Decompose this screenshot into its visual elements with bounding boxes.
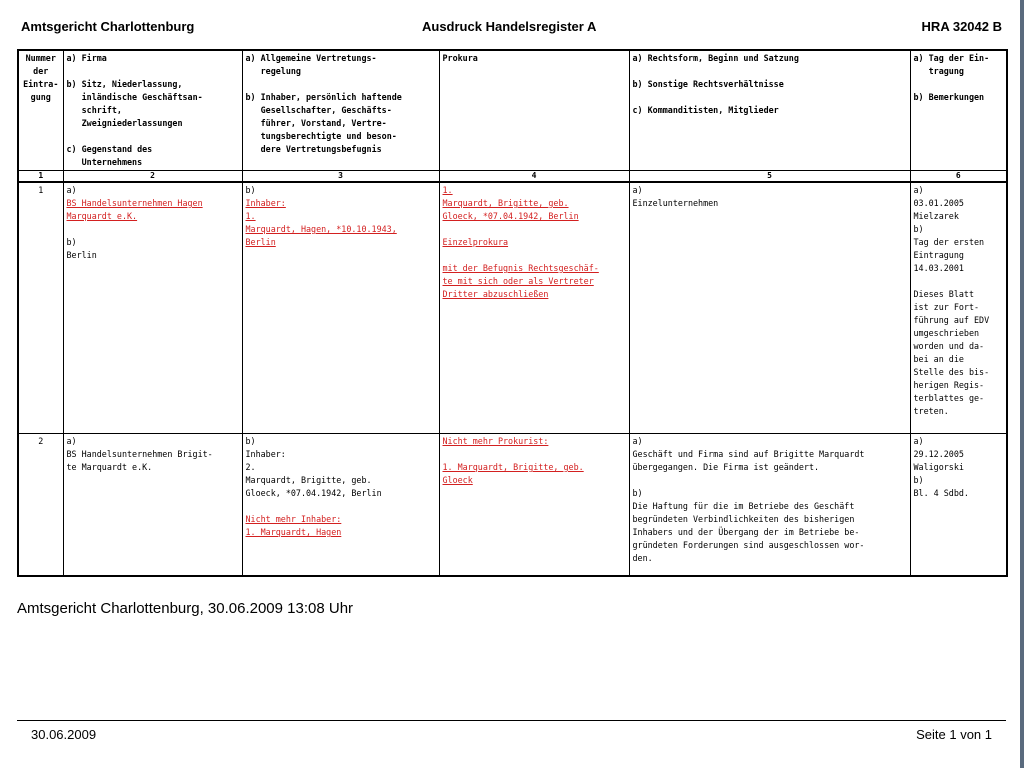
- header-line: inländische Geschäftsan-: [66, 92, 203, 102]
- entry-line: BS Handelsunternehmen Brigit-: [66, 449, 213, 459]
- court-name: Amtsgericht Charlottenburg: [21, 19, 195, 34]
- column-header-6: [910, 50, 1007, 171]
- entry-line: b): [245, 185, 256, 195]
- column-header-1: [18, 50, 63, 171]
- header-line: b) Inhaber, persönlich haftende: [245, 92, 402, 102]
- deleted-entry-line: Gloeck, *07.04.1942, Berlin: [442, 211, 579, 221]
- entry-line: te Marquardt e.K.: [66, 462, 153, 472]
- entry-line: begründeten Verbindlichkeiten des bisherigen: [632, 514, 855, 524]
- deleted-entry-line: te mit sich oder als Vertreter: [442, 276, 594, 286]
- line-gap: [443, 448, 626, 461]
- column-number: 1: [18, 171, 63, 183]
- document-title: Ausdruck Handelsregister A: [422, 19, 597, 34]
- entry-line: Bl. 4 Sdbd.: [913, 488, 969, 498]
- entry-line: Waligorski: [913, 462, 964, 472]
- entry-firma-cell: [63, 182, 242, 434]
- column-header-4: [439, 50, 629, 171]
- entry-eintragung-cell: [910, 434, 1007, 577]
- column-header-5: [629, 50, 910, 171]
- entry-line: Mielzarek: [913, 211, 959, 221]
- entry-line: den.: [632, 553, 653, 563]
- deleted-entry-line: Marquardt e.K.: [66, 211, 138, 221]
- entry-line: Geschäft und Firma sind auf Brigitte Marquardt: [632, 449, 865, 459]
- entry-line: treten.: [913, 406, 949, 416]
- line-gap: [633, 91, 907, 104]
- print-timestamp: Amtsgericht Charlottenburg, 30.06.2009 13:08 Uhr: [17, 600, 354, 617]
- entry-line: a): [632, 436, 643, 446]
- entry-line: 2.: [245, 462, 256, 472]
- header-line: Zweigniederlassungen: [66, 118, 183, 128]
- header-line: tungsberechtigte und beson-: [245, 131, 397, 141]
- line-gap: [633, 474, 907, 487]
- entry-line: ist zur Fort-: [913, 302, 980, 312]
- entry-line: Marquardt, Brigitte, geb.: [245, 475, 372, 485]
- header-line: gung: [30, 92, 51, 102]
- deleted-entry-line: Berlin: [245, 237, 276, 247]
- entry-line: b): [632, 488, 643, 498]
- entry-rechtsform-cell: [629, 434, 910, 577]
- deleted-entry-line: 1. Marquardt, Hagen: [245, 527, 342, 537]
- entry-line: b): [245, 436, 256, 446]
- entry-vertretung-cell: [242, 434, 439, 577]
- deleted-entry-line: mit der Befugnis Rechtsgeschäf-: [442, 263, 599, 273]
- entry-line: b): [66, 237, 77, 247]
- line-gap: [443, 223, 626, 236]
- entry-line: Einzelunternehmen: [632, 198, 719, 208]
- deleted-entry-line: Nicht mehr Inhaber:: [245, 514, 342, 524]
- header-line: a) Allgemeine Vertretungs-: [245, 53, 377, 63]
- deleted-entry-line: Marquardt, Hagen, *10.10.1943,: [245, 224, 397, 234]
- entry-number: 1: [18, 182, 63, 434]
- column-number-row: [18, 171, 1007, 183]
- header-line: c) Gegenstand des: [66, 144, 153, 154]
- line-gap: [246, 78, 436, 91]
- column-number: 2: [63, 171, 242, 183]
- line-gap: [914, 78, 1004, 91]
- header-line: Prokura: [442, 53, 478, 63]
- entry-line: Berlin: [66, 250, 97, 260]
- line-gap: [67, 223, 239, 236]
- entry-line: a): [913, 185, 924, 195]
- header-line: regelung: [245, 66, 301, 76]
- column-number: 4: [439, 171, 629, 183]
- entry-prokura-cell: [439, 182, 629, 434]
- entry-line: b): [913, 224, 924, 234]
- deleted-entry-line: Inhaber:: [245, 198, 286, 208]
- entry-line: a): [913, 436, 924, 446]
- header-line: b) Bemerkungen: [913, 92, 985, 102]
- deleted-entry-line: Einzelprokura: [442, 237, 509, 247]
- header-line: a) Tag der Ein-: [913, 53, 990, 63]
- entry-line: führung auf EDV: [913, 315, 990, 325]
- column-number: 3: [242, 171, 439, 183]
- deleted-entry-line: BS Handelsunternehmen Hagen: [66, 198, 203, 208]
- line-gap: [914, 275, 1004, 288]
- deleted-entry-line: 1.: [245, 211, 256, 221]
- entry-line: 03.01.2005: [913, 198, 964, 208]
- header-line: a) Firma: [66, 53, 107, 63]
- entry-line: b): [913, 475, 924, 485]
- header-line: führer, Vorstand, Vertre-: [245, 118, 387, 128]
- entry-line: herigen Regis-: [913, 380, 985, 390]
- header-line: c) Kommanditisten, Mitglieder: [632, 105, 779, 115]
- entry-rechtsform-cell: [629, 182, 910, 434]
- entry-line: terblattes ge-: [913, 393, 985, 403]
- entry-line: Inhaber:: [245, 449, 286, 459]
- header-line: b) Sitz, Niederlassung,: [66, 79, 183, 89]
- entry-line: Gloeck, *07.04.1942, Berlin: [245, 488, 382, 498]
- header-line: b) Sonstige Rechtsverhältnisse: [632, 79, 784, 89]
- entry-line: a): [632, 185, 643, 195]
- entry-line: bei an die: [913, 354, 964, 364]
- header-line: a) Rechtsform, Beginn und Satzung: [632, 53, 799, 63]
- entry-firma-cell: [63, 434, 242, 577]
- line-gap: [443, 249, 626, 262]
- header-line: Eintra-: [23, 79, 59, 89]
- entry-line: Dieses Blatt: [913, 289, 975, 299]
- deleted-entry-line: Dritter abzuschließen: [442, 289, 549, 299]
- register-table: [17, 49, 1008, 577]
- entry-line: Tag der ersten: [913, 237, 985, 247]
- register-number: HRA 32042 B: [921, 19, 1002, 34]
- footer-divider: [17, 720, 1006, 721]
- entry-row-1: [18, 182, 1007, 434]
- deleted-entry-line: Marquardt, Brigitte, geb.: [442, 198, 569, 208]
- deleted-entry-line: Nicht mehr Prokurist:: [442, 436, 549, 446]
- header-line: schrift,: [66, 105, 122, 115]
- entry-line: 14.03.2001: [913, 263, 964, 273]
- header-line: der: [33, 66, 49, 76]
- entry-line: Eintragung: [913, 250, 964, 260]
- header-line: tragung: [913, 66, 964, 76]
- entry-line: Stelle des bis-: [913, 367, 990, 377]
- header-line: Nummer: [25, 53, 56, 63]
- line-gap: [246, 500, 436, 513]
- column-header-3: [242, 50, 439, 171]
- entry-line: a): [66, 436, 77, 446]
- entry-prokura-cell: [439, 434, 629, 577]
- entry-line: umgeschrieben: [913, 328, 980, 338]
- header-line: dere Vertretungsbefugnis: [245, 144, 382, 154]
- entry-line: a): [66, 185, 77, 195]
- entry-line: Inhabers und der Übergang der im Betriebe be-: [632, 527, 860, 537]
- line-gap: [67, 130, 239, 143]
- entry-number: 2: [18, 434, 63, 577]
- deleted-entry-line: 1. Marquardt, Brigitte, geb.: [442, 462, 584, 472]
- entry-line: 29.12.2005: [913, 449, 964, 459]
- header-line: Gesellschafter, Geschäfts-: [245, 105, 392, 115]
- page-number: Seite 1 von 1: [916, 727, 992, 742]
- entry-line: gründeten Forderungen sind ausgeschlossen wor-: [632, 540, 865, 550]
- entry-line: worden und da-: [913, 341, 985, 351]
- deleted-entry-line: 1.: [442, 185, 453, 195]
- deleted-entry-line: Gloeck: [442, 475, 473, 485]
- page-edge: [1020, 0, 1024, 768]
- entry-row-2: [18, 434, 1007, 577]
- column-number: 6: [910, 171, 1007, 183]
- column-number: 5: [629, 171, 910, 183]
- header-line: Unternehmens: [66, 157, 143, 167]
- entry-line: übergegangen. Die Firma ist geändert.: [632, 462, 820, 472]
- line-gap: [633, 65, 907, 78]
- column-header-2: [63, 50, 242, 171]
- entry-line: Die Haftung für die im Betriebe des Geschäft: [632, 501, 855, 511]
- entry-vertretung-cell: [242, 182, 439, 434]
- column-header-row: [18, 50, 1007, 171]
- line-gap: [67, 65, 239, 78]
- entry-eintragung-cell: [910, 182, 1007, 434]
- footer-date: 30.06.2009: [31, 727, 97, 742]
